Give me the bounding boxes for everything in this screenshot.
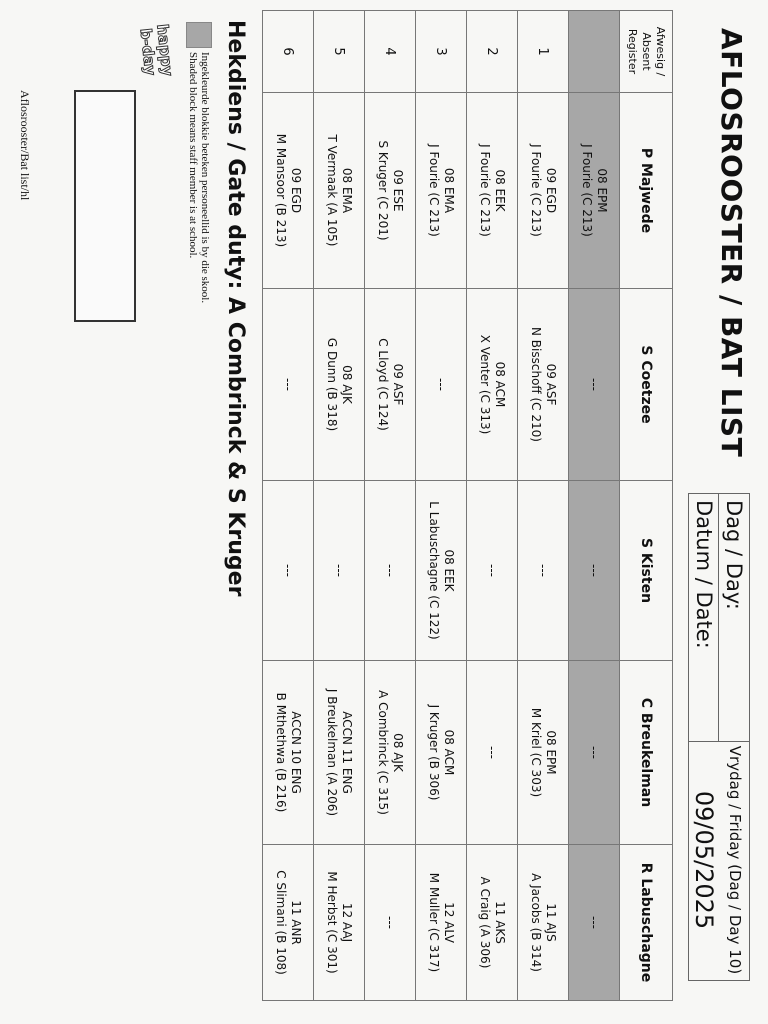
- duty-class: ---: [485, 746, 500, 759]
- duty-teacher: T Vermaak (A 105): [325, 134, 339, 247]
- duty-cell: [314, 481, 365, 661]
- duty-cell: [263, 289, 314, 481]
- duty-cell: [518, 93, 569, 289]
- duty-class: 08 EMA: [340, 167, 354, 214]
- duty-cell: [467, 93, 518, 289]
- duty-class: ---: [587, 378, 602, 391]
- duty-cell: [314, 93, 365, 289]
- duty-cell: [416, 93, 467, 289]
- duty-class: 08 EEK: [442, 549, 456, 592]
- document-title: AFLOSROOSTER / BAT LIST: [715, 28, 748, 458]
- duty-cell: [416, 481, 467, 661]
- date-label: Datum / Date:: [692, 500, 716, 649]
- duty-teacher: M Mansoor (B 213): [274, 133, 288, 248]
- duty-teacher: J Fourie (C 213): [427, 144, 441, 237]
- duty-class: 08 EPM: [595, 168, 609, 213]
- duty-cell: [416, 661, 467, 845]
- duty-cell: [365, 661, 416, 845]
- duty-cell: [467, 481, 518, 661]
- bat-list-table: [262, 10, 673, 1001]
- day-value: Vrydag / Friday (Dag / Day 10): [726, 745, 744, 975]
- duty-teacher: C Lloyd (C 124): [376, 338, 390, 431]
- column-header: R Labuschagne: [620, 845, 673, 1001]
- legend-line-english: Shaded block means staff member is at school.: [187, 52, 199, 259]
- duty-teacher: M Herbst (C 301): [325, 871, 339, 974]
- duty-teacher: M Muller (C 317): [427, 872, 441, 973]
- duty-teacher: J Kruger (B 306): [427, 704, 441, 801]
- duty-class: 08 AJK: [340, 365, 354, 404]
- duty-cell: [569, 661, 620, 845]
- duty-teacher: M Kriel (C 303): [529, 707, 543, 798]
- duty-cell: [518, 481, 569, 661]
- table-row: [263, 11, 314, 1001]
- table-row: [416, 11, 467, 1001]
- column-header: C Breukelman: [620, 661, 673, 845]
- duty-teacher: J Breukelman (A 206): [325, 688, 339, 817]
- duty-cell: [365, 289, 416, 481]
- duty-cell: [518, 661, 569, 845]
- birthday-word-2: b-day: [136, 27, 160, 77]
- duty-teacher: A Combrinck (C 315): [376, 690, 390, 815]
- duty-teacher: A Craig (A 306): [478, 876, 492, 969]
- duty-class: ACCN 10 ENG: [289, 711, 303, 794]
- day-label: Dag / Day:: [722, 500, 746, 610]
- table-row: [365, 11, 416, 1001]
- duty-class: 09 ASF: [544, 363, 558, 406]
- corner-absent-label-en: Absent: [640, 32, 653, 71]
- duty-cell: [467, 289, 518, 481]
- table-row: [314, 11, 365, 1001]
- legend-text: [187, 52, 211, 303]
- legend-line-afrikaans: Ingekleurde blokkie beteken personeellid is by die skool.: [199, 52, 211, 304]
- duty-teacher: S Kruger (C 201): [376, 140, 390, 241]
- duty-cell: [467, 661, 518, 845]
- duty-cell: [263, 845, 314, 1001]
- duty-class: ---: [332, 564, 347, 577]
- duty-class: ---: [281, 378, 296, 391]
- corner-absent-label: Afwesig /: [654, 26, 667, 77]
- duty-class: 08 AJK: [391, 733, 405, 772]
- duty-cell: [569, 289, 620, 481]
- duty-class: ---: [434, 378, 449, 391]
- corner-register-label: Register: [626, 28, 639, 75]
- duty-class: 11 AJS: [544, 903, 558, 942]
- duty-cell: [569, 845, 620, 1001]
- duty-teacher: C Slimani (B 108): [274, 870, 288, 975]
- duty-class: 08 EMA: [442, 167, 456, 214]
- duty-teacher: J Fourie (C 213): [478, 144, 492, 237]
- duty-class: 09 ESE: [391, 169, 405, 212]
- duty-class: 08 EPM: [544, 730, 558, 775]
- duty-class: ---: [383, 916, 398, 929]
- corner-header: [620, 11, 673, 93]
- duty-cell: [263, 661, 314, 845]
- period-cell: 1: [518, 11, 569, 93]
- duty-cell: [518, 289, 569, 481]
- duty-class: ---: [587, 564, 602, 577]
- header-row: [620, 11, 673, 1001]
- duty-cell: [263, 93, 314, 289]
- duty-cell: [314, 661, 365, 845]
- duty-class: 12 ALV: [442, 902, 456, 943]
- duty-teacher: J Fourie (C 213): [529, 144, 543, 237]
- duty-cell: [314, 845, 365, 1001]
- table-row: [518, 11, 569, 1001]
- period-cell: [569, 11, 620, 93]
- duty-class: ACCN 11 ENG: [340, 711, 354, 794]
- duty-cell: [467, 845, 518, 1001]
- duty-class: ---: [281, 564, 296, 577]
- duty-cell: [569, 93, 620, 289]
- duty-class: ---: [536, 564, 551, 577]
- duty-cell: [518, 845, 569, 1001]
- duty-class: 12 AAJ: [340, 902, 354, 943]
- period-cell: 5: [314, 11, 365, 93]
- duty-teacher: L Labuschagne (C 122): [427, 501, 441, 640]
- duty-class: 11 AKS: [493, 901, 507, 944]
- happy-birthday-sticker: [118, 15, 177, 88]
- duty-teacher: G Dunn (B 318): [325, 337, 339, 432]
- duty-class: ---: [587, 916, 602, 929]
- duty-class: 09 EGD: [289, 167, 303, 214]
- period-cell: 2: [467, 11, 518, 93]
- duty-cell: [365, 481, 416, 661]
- duty-cell: [365, 845, 416, 1001]
- duty-class: 08 EEK: [493, 169, 507, 212]
- duty-cell: [314, 289, 365, 481]
- duty-class: ---: [587, 746, 602, 759]
- duty-teacher: N Bisschoff (C 210): [529, 327, 543, 442]
- shaded-legend-swatch: [186, 22, 212, 48]
- duty-class: 09 EGD: [544, 167, 558, 214]
- duty-class: ---: [485, 564, 500, 577]
- period-cell: 6: [263, 11, 314, 93]
- column-header: S Coetzee: [620, 289, 673, 481]
- table-row: [569, 11, 620, 1001]
- duty-cell: [263, 481, 314, 661]
- duty-class: ---: [383, 564, 398, 577]
- gate-duty: Hekdiens / Gate duty: A Combrinck & S Kruger: [223, 20, 248, 597]
- duty-cell: [569, 481, 620, 661]
- birthday-names-box: [74, 90, 136, 322]
- duty-class: 08 ACM: [442, 729, 456, 776]
- duty-teacher: X Venter (C 313): [478, 334, 492, 435]
- column-header: S Kisten: [620, 481, 673, 661]
- duty-teacher: A Jacobs (B 314): [529, 873, 543, 972]
- period-cell: 4: [365, 11, 416, 93]
- duty-teacher: B Mthethwa (B 216): [274, 692, 288, 813]
- duty-cell: [365, 93, 416, 289]
- birthday-word-1: happy: [153, 23, 177, 77]
- date-value: 09/05/2025: [690, 790, 718, 930]
- duty-teacher: J Fourie (C 213): [580, 144, 594, 237]
- duty-cell: [416, 845, 467, 1001]
- period-cell: 3: [416, 11, 467, 93]
- column-header: P Majwede: [620, 93, 673, 289]
- day-date-label-box: [688, 493, 750, 742]
- duty-class: 09 ASF: [391, 363, 405, 406]
- duty-cell: [416, 289, 467, 481]
- duty-class: 08 ACM: [493, 361, 507, 408]
- table-row: [467, 11, 518, 1001]
- duty-class: 11 ANR: [289, 900, 303, 945]
- footer-reference: Aflosrooster/Bat list/hl: [18, 90, 32, 201]
